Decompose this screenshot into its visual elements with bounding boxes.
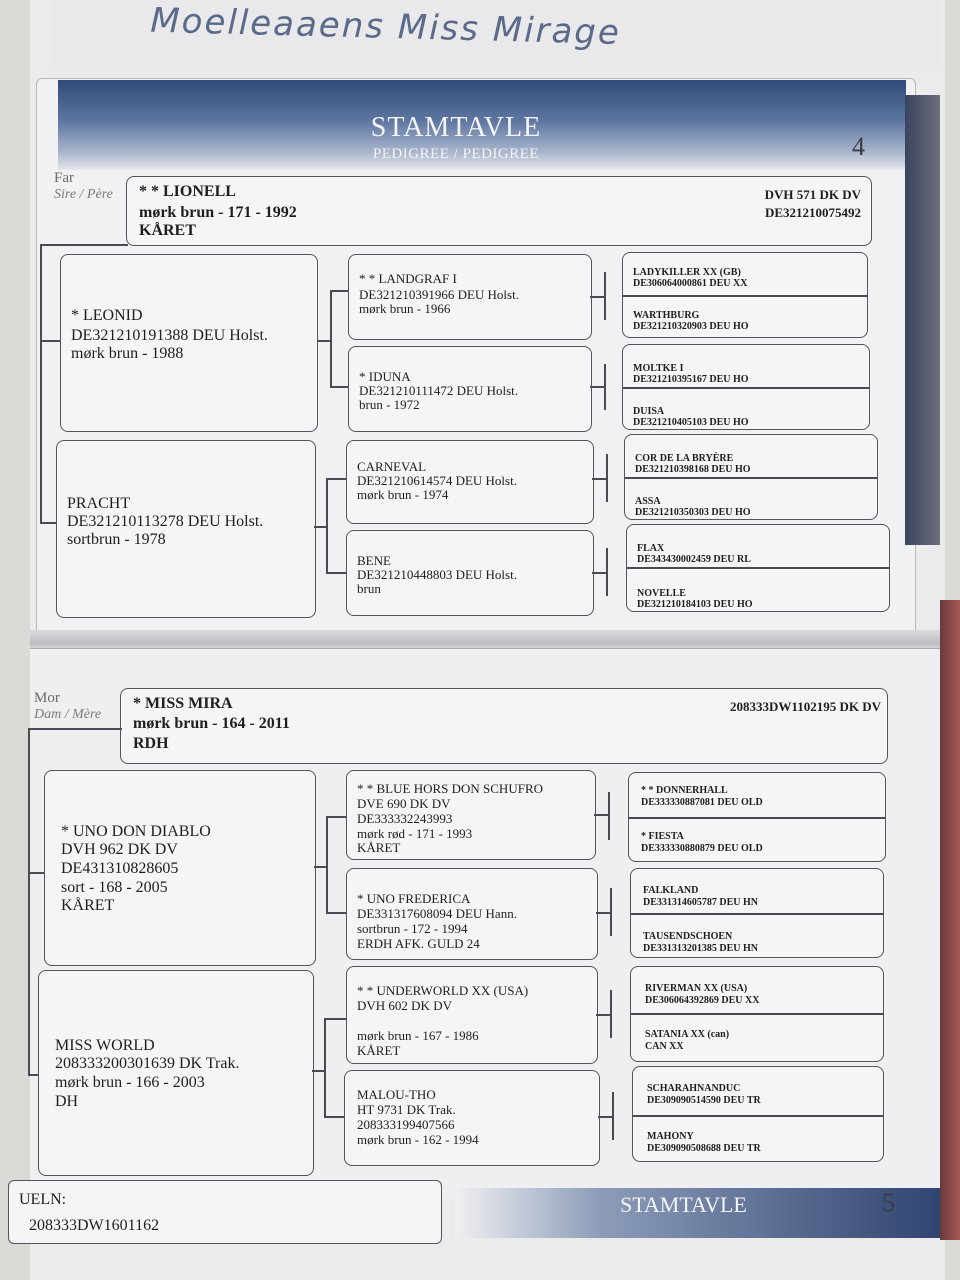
ggp-name: SATANIA XX (can) [645,1029,730,1040]
connector [40,244,128,246]
ggp-name: SCHARAHNANDUC [647,1083,741,1094]
page-subtitle: PEDIGREE / PEDIGREE [372,146,540,162]
handwritten-note: Moelleaaens Miss Mirage [149,0,622,53]
dam-reg1: 208333DW1102195 DK DV [730,699,881,714]
ggp-reg: DE321210395167 DEU HO [633,374,749,385]
dam-ggp-pair [628,772,886,862]
divider [623,387,869,389]
dam-ggp-pair [630,966,884,1062]
sire-name: * * LIONELL [139,183,236,200]
sire-grandparent-box [348,346,592,432]
connector [594,814,608,816]
sire-parent-reg: DE321210191388 DEU Holst. [71,327,268,344]
ueln-label: UELN: [19,1191,67,1208]
ggp-reg: DE321210405103 DEU HO [633,417,749,428]
dam-grandparent-box [346,770,596,860]
ggp-name: FLAX [637,543,665,554]
dam-label-main: Mor [34,690,60,706]
connector [610,888,612,936]
divider [623,295,867,297]
page-number-5: 5 [882,1188,895,1217]
connector [326,912,346,914]
grandparent-name: * * LANDGRAF I [359,271,457,286]
dam-label [34,690,101,723]
divider [631,1013,883,1015]
dam-grandparent-box [344,1070,600,1166]
grandparent-details: brun - 1972 [359,397,420,412]
dam-parent-line: DH [55,1093,79,1110]
ggp-reg: CAN XX [645,1041,684,1052]
grandparent-line: 208333199407566 [357,1117,455,1132]
dam-parent-line: mørk brun - 166 - 2003 [55,1074,205,1091]
ggp-reg: DE343430002459 DEU RL [637,554,751,565]
sire-grandparent-box [346,530,594,616]
sire-reg1: DVH 571 DK DV [764,187,861,202]
connector [40,522,56,524]
grandparent-details: mørk brun - 1966 [359,301,451,316]
ueln-value: 208333DW1601162 [29,1217,160,1234]
sire-status: KÅRET [139,222,196,239]
connector [590,296,604,298]
connector [324,1116,346,1118]
ggp-name: NOVELLE [637,588,686,599]
connector [326,478,346,480]
ggp-name: FALKLAND [643,885,699,896]
sire-ggp-pair [626,524,890,612]
connector [326,478,328,574]
dam-ggp-pair [632,1066,884,1162]
grandparent-line: KÅRET [357,1043,401,1058]
connector [612,1092,614,1140]
divider [629,817,885,819]
ggp-name: MOLTKE I [633,363,684,374]
ggp-name: TAUSENDSCHOEN [643,931,733,942]
sire-ggp-pair [622,344,870,430]
ggp-reg: DE321210350303 DEU HO [635,507,751,518]
ggp-name: DUISA [633,406,665,417]
grandparent-name: * UNO FREDERICA [357,891,471,906]
grandparent-line: DVE 690 DK DV [357,796,451,811]
ggp-reg: DE321210320903 DEU HO [633,321,749,332]
divider [631,913,883,915]
divider [627,567,889,569]
sire-ggp-pair [622,252,868,338]
grandparent-line: DE331317608094 DEU Hann. [357,906,517,921]
sire-parent-box [60,254,318,432]
ggp-name: LADYKILLER XX (GB) [633,267,741,278]
sire-grandparent-box [346,440,594,524]
grandparent-line: KÅRET [357,840,401,855]
grandparent-name: MALOU-THO [357,1087,436,1102]
connector [604,272,606,320]
connector [608,792,610,840]
ggp-name: * FIESTA [641,831,684,842]
page-number-4: 4 [852,132,865,161]
connector [330,290,348,292]
connector [326,816,328,914]
connector [28,1074,38,1076]
grandparent-reg: DE321210391966 DEU Holst. [359,287,519,302]
sire-reg2: DE321210075492 [764,205,861,220]
sire-label-main: Far [54,170,74,186]
sire-parent-reg: DE321210113278 DEU Holst. [67,513,264,530]
ggp-reg: DE331313201385 DEU HN [643,943,759,954]
sire-label [54,170,113,203]
ggp-name: MAHONY [647,1131,694,1142]
grandparent-line: ERDH AFK. GULD 24 [357,936,480,951]
connector [606,548,608,596]
grandparent-reg: DE321210448803 DEU Holst. [357,567,517,582]
connector [324,1018,326,1118]
dam-parent-line: DVH 962 DK DV [61,841,178,858]
dam-parent-box [38,970,314,1176]
connector [40,244,42,524]
dam-parent-name: MISS WORLD [55,1037,155,1054]
sire-parent-box [56,440,316,618]
page-title: STAMTAVLE [370,112,542,143]
grandparent-line: DE333332243993 [357,811,453,826]
ggp-name: COR DE LA BRYÈRE [635,453,734,464]
ggp-reg: DE306064000861 DEU XX [633,278,748,289]
connector [606,454,608,502]
sire-parent-name: * LEONID [71,307,143,324]
grandparent-name: * * BLUE HORS DON SCHUFRO [357,781,543,796]
connector [590,386,604,388]
connector [604,364,606,410]
sire-parent-details: sortbrun - 1978 [67,531,166,548]
grandparent-details: brun [357,581,381,596]
dam-parent-name: * UNO DON DIABLO [61,823,211,840]
divider [633,1115,883,1117]
grandparent-details: mørk brun - 1974 [357,487,449,502]
grandparent-line: HT 9731 DK Trak. [357,1102,456,1117]
grandparent-line: mørk rød - 171 - 1993 [357,826,473,841]
footer-title: STAMTAVLE [620,1192,747,1217]
ggp-reg: DE333330880879 DEU OLD [641,843,763,854]
ggp-reg: DE306064392869 DEU XX [645,995,760,1006]
dam-parent-box [44,770,316,966]
dam-name: * MISS MIRA [133,695,233,712]
grandparent-reg: DE321210111472 DEU Holst. [359,383,519,398]
connector [40,340,62,342]
sire-parent-name: PRACHT [67,495,131,512]
connector [330,386,348,388]
grandparent-name: * * UNDERWORLD XX (USA) [357,983,529,998]
connector [598,1116,612,1118]
sire-label-sub: Sire / Père [54,187,113,202]
ggp-reg: DE309090514590 DEU TR [647,1095,761,1106]
grandparent-name: * IDUNA [359,369,411,384]
ggp-reg: DE333330887081 DEU OLD [641,797,763,808]
sire-details: mørk brun - 171 - 1992 [139,204,297,221]
dam-parent-line: KÅRET [61,897,115,914]
dam-parent-line: DE431310828605 [61,860,179,877]
connector [330,290,332,388]
sire-ggp-pair [624,434,878,520]
ggp-name: ASSA [635,496,661,507]
connector [592,572,606,574]
dam-status: RDH [133,735,169,752]
ggp-name: WARTHBURG [633,310,700,321]
grandparent-name: BENE [357,553,391,568]
connector [610,990,612,1038]
connector [592,478,606,480]
dam-label-sub: Dam / Mère [34,707,102,722]
ggp-reg: DE331314605787 DEU HN [643,897,759,908]
grandparent-line: mørk brun - 162 - 1994 [357,1132,479,1147]
paper-edge [940,600,960,1240]
connector [324,1018,346,1020]
connector [28,728,122,730]
grandparent-line: DVH 602 DK DV [357,998,452,1013]
ggp-name: RIVERMAN XX (USA) [645,983,748,994]
connector [596,912,610,914]
ggp-reg: DE309090508688 DEU TR [647,1143,761,1154]
connector [326,572,346,574]
ggp-reg: DE321210184103 DEU HO [637,599,753,610]
sire-box [126,176,872,246]
dam-box [120,688,888,764]
grandparent-line: mørk brun - 167 - 1986 [357,1028,479,1043]
sire-grandparent-box [348,254,592,340]
connector [326,816,346,818]
dam-details: mørk brun - 164 - 2011 [133,715,290,732]
grandparent-reg: DE321210614574 DEU Holst. [357,473,517,488]
dam-grandparent-box [346,966,598,1064]
dam-parent-line: sort - 168 - 2005 [61,879,168,896]
connector [596,1014,610,1016]
divider [625,477,877,479]
grandparent-line: sortbrun - 172 - 1994 [357,921,468,936]
ggp-name: * * DONNERHALL [641,785,728,796]
connector [28,728,30,1076]
ggp-reg: DE321210398168 DEU HO [635,464,751,475]
dam-ggp-pair [630,868,884,958]
grandparent-name: CARNEVAL [357,459,427,474]
dam-parent-line: 208333200301639 DK Trak. [55,1055,240,1072]
ueln-box [8,1180,442,1244]
sire-parent-details: mørk brun - 1988 [71,345,184,362]
dam-grandparent-box [346,868,598,960]
